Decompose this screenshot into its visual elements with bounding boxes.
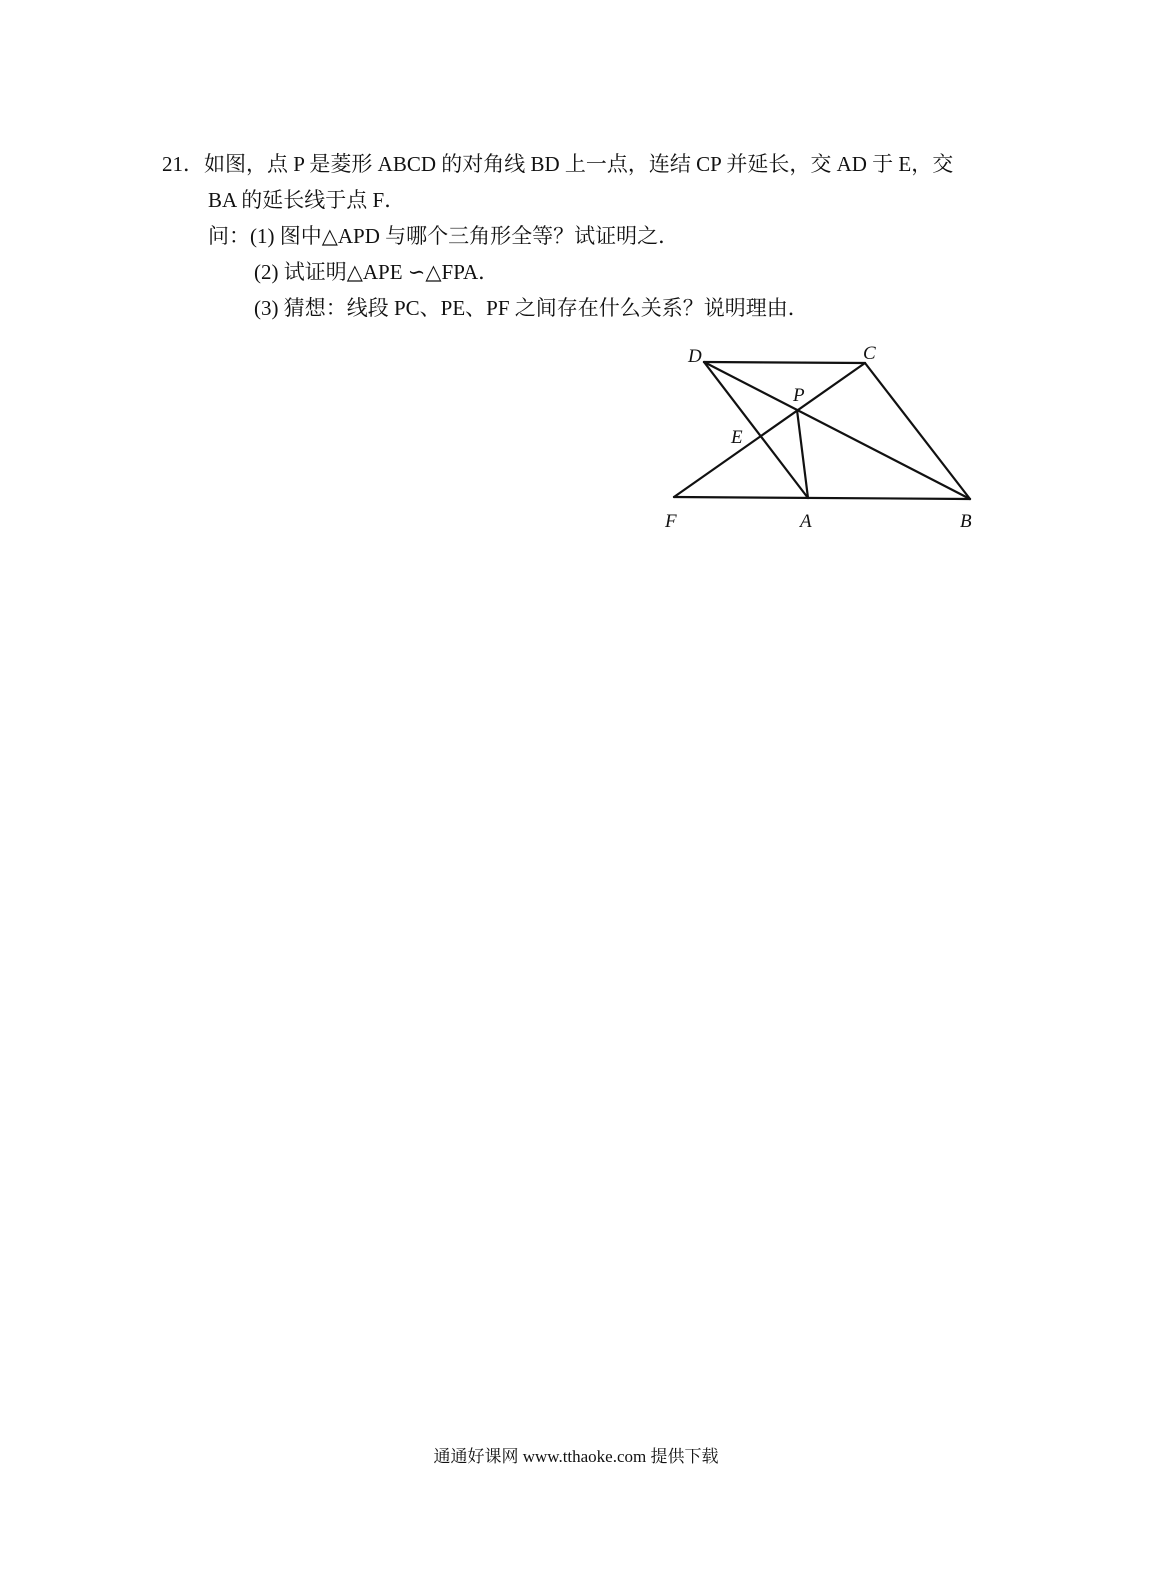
question-1: 问：(1) 图中△APD 与哪个三角形全等？试证明之． xyxy=(208,224,680,248)
geometry-diagram xyxy=(660,340,990,540)
footer-source: 通通好课网 www.tthaoke.com 提供下载 xyxy=(433,1447,719,1466)
label-e: E xyxy=(731,427,743,448)
problem-statement-line-1: 21．如图，点 P 是菱形 ABCD 的对角线 BD 上一点，连结 CP 并延长，交 AD 于 E，交 xyxy=(162,152,954,176)
label-p: P xyxy=(793,385,805,406)
label-d: D xyxy=(688,346,702,367)
question-3: (3) 猜想：线段 PC、PE、PF 之间存在什么关系？说明理由． xyxy=(254,296,809,320)
segment-dc xyxy=(704,362,865,363)
problem-statement-line-2: BA 的延长线于点 F． xyxy=(208,188,406,212)
label-a: A xyxy=(800,511,812,532)
label-c: C xyxy=(863,343,876,364)
segment-ba-f xyxy=(674,497,970,499)
problem-21 xyxy=(162,146,1022,326)
label-f: F xyxy=(665,511,677,532)
label-b: B xyxy=(960,511,972,532)
segment-da xyxy=(704,362,808,498)
segment-cb xyxy=(865,363,970,499)
question-2: (2) 试证明△APE ∽△FPA． xyxy=(254,260,500,284)
